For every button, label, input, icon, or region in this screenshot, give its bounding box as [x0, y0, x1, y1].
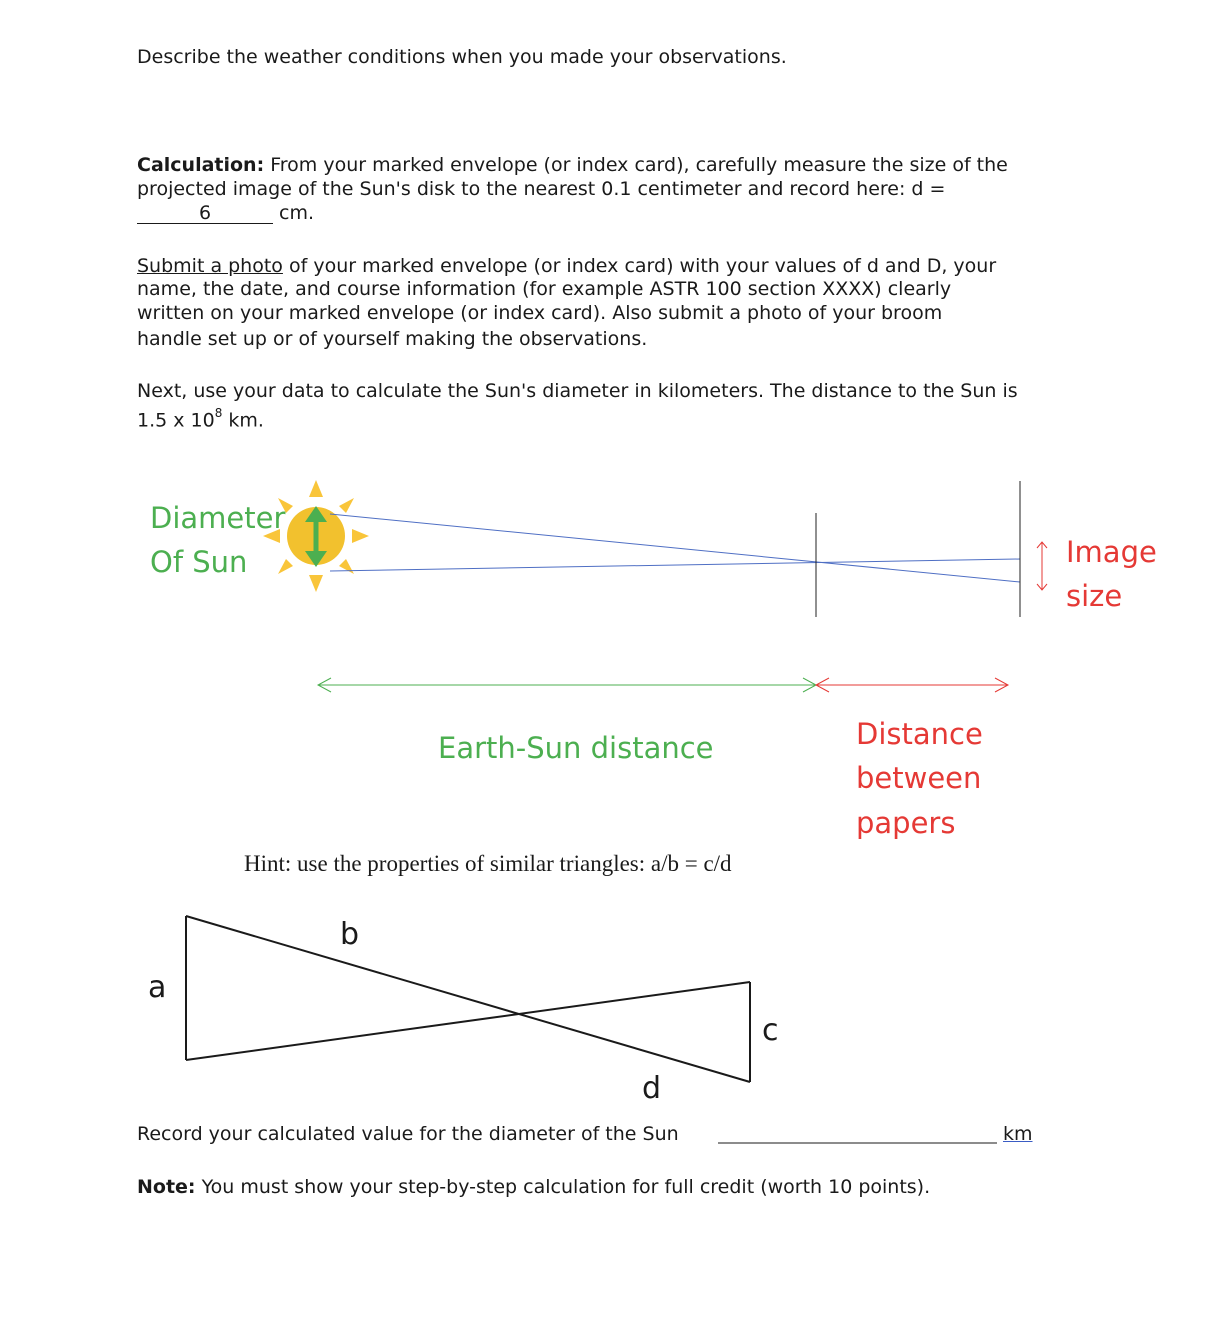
image-size-label-2: size [1066, 579, 1123, 613]
calculation-text-2: projected image of the Sun's disk to the nearest 0.1 centimeter and record here: d = [137, 178, 946, 200]
next-line-1: Next, use your data to calculate the Sun's diameter in kilometers. The distance to the Sun is [137, 380, 1018, 402]
earth-sun-distance-label: Earth-Sun distance [438, 731, 714, 765]
label-b: b [340, 917, 360, 952]
submit-photo-link[interactable]: Submit a photo [137, 255, 283, 277]
d-value-field[interactable]: 6 [137, 203, 273, 224]
sun-distance-unit: km. [228, 409, 264, 432]
diameter-label-2: Of Sun [150, 545, 248, 579]
note-label: Note: [137, 1176, 196, 1198]
label-c: c [762, 1013, 779, 1048]
submit-line-2: name, the date, and course information (for example ASTR 100 section XXXX) clearly [137, 278, 952, 300]
calculation-text-1: From your marked envelope (or index card), carefully measure the size of the [270, 154, 1008, 176]
light-rays [330, 514, 1020, 582]
distance-label-2: between [856, 761, 982, 795]
submit-line-4: handle set up or of yourself making the observations. [137, 328, 648, 350]
submit-line-3: written on your marked envelope (or index card). Also submit a photo of your broom [137, 302, 943, 324]
label-d: d [642, 1071, 662, 1106]
note-text: You must show your step-by-step calculation for full credit (worth 10 points). [201, 1176, 931, 1198]
record-text: Record your calculated value for the diameter of the Sun [137, 1123, 679, 1145]
image-size-label-1: Image [1066, 535, 1157, 569]
hint-text: Hint: use the properties of similar triangles: a/b = c/d [244, 851, 732, 876]
diameter-label-1: Diameter [150, 501, 286, 535]
note-line [137, 1175, 930, 1199]
distance-label-1: Distance [856, 717, 983, 751]
calculation-label: Calculation: [137, 154, 265, 176]
sun-distance-exponent: 8 [214, 406, 223, 420]
submit-line-1-rest: of your marked envelope (or index card) with your values of d and D, your [288, 255, 997, 277]
similar-triangles [186, 916, 750, 1082]
paper-distance-arrow [816, 678, 1008, 692]
sun-distance-base: 1.5 x 10 [137, 409, 215, 432]
d-unit: cm. [279, 202, 315, 224]
label-a: a [148, 970, 167, 1005]
record-unit: km [1003, 1123, 1033, 1145]
image-size-arrow [1037, 542, 1047, 590]
earth-sun-distance-arrow [318, 678, 816, 692]
distance-label-3: papers [856, 806, 956, 840]
weather-prompt: Describe the weather conditions when you made your observations. [137, 46, 787, 68]
